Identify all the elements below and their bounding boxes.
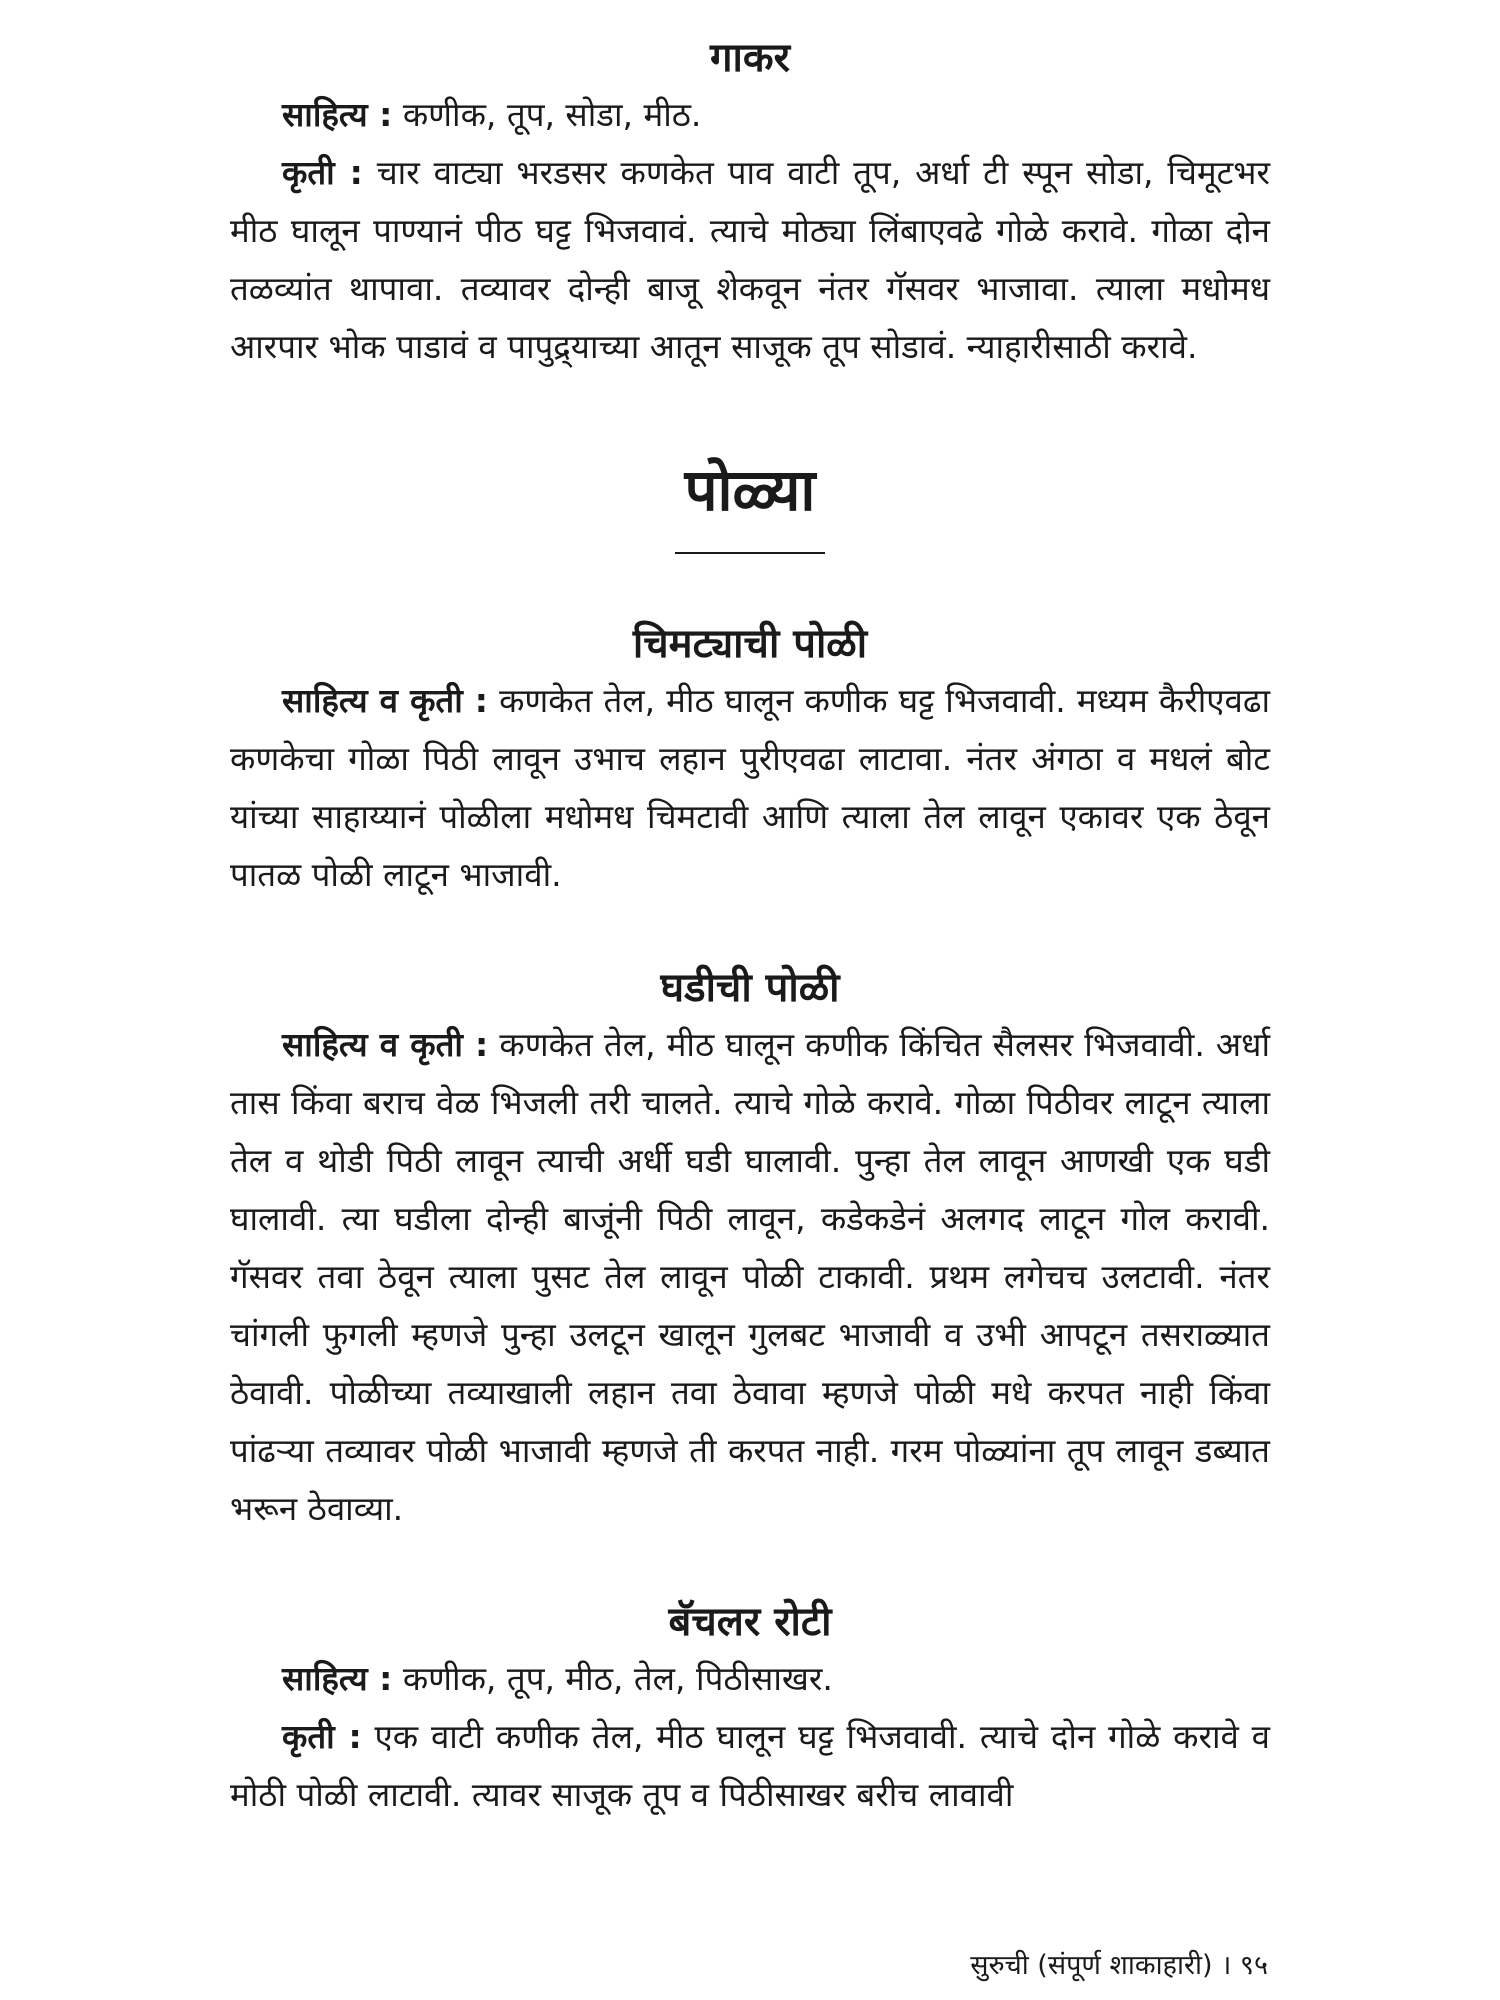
- method-label: कृती :: [282, 1717, 362, 1756]
- recipe-title-chimtyachi: चिमट्याची पोळी: [632, 621, 868, 667]
- ingredients-method-label: साहित्य व कृती :: [282, 1025, 489, 1064]
- gakar-ingredients: [230, 86, 1270, 144]
- recipe-title-ghadichi: घडीची पोळी: [660, 965, 840, 1011]
- ingredients-label: साहित्य :: [282, 95, 393, 134]
- gakar-method: [230, 144, 1270, 376]
- chimtyachi-method: [230, 672, 1270, 904]
- ingredients-text: कणीक, तूप, मीठ, तेल, पिठीसाखर.: [402, 1659, 833, 1698]
- method-text: एक वाटी कणीक तेल, मीठ घालून घट्ट भिजवावी. त्याचे दोन गोळे करावे व मोठी पोळी लाटावी. त्यावर साजूक तूप व पिठीसाखर बरीच लावावी: [230, 1717, 1271, 1814]
- section-polya: [230, 450, 1270, 554]
- section-divider: [675, 552, 825, 554]
- section-title: पोळ्या: [684, 456, 816, 524]
- bachelor-method: [230, 1708, 1270, 1824]
- bachelor-ingredients: [230, 1650, 1270, 1708]
- recipe-bachelor-roti: [230, 1594, 1270, 1824]
- recipe-title-bachelor: बॅचलर रोटी: [668, 1599, 832, 1645]
- method-text: चार वाट्या भरडसर कणकेत पाव वाटी तूप, अर्धा टी स्पून सोडा, चिमूटभर मीठ घालून पाण्यानं पीठ घट्ट भिजवावं. त्याचे मोठ्या लिंबाएवढे गोळे करावे. गोळा दोन तळव्यांत थापावा. तव्यावर दोन्ही बाजू शेकवून नंतर गॅसवर भाजावा. त्याला मधोमध आरपार भोक पाडावं व पापुद्र्याच्या आतून साजूक तूप सोडावं. न्याहारीसाठी करावे.: [230, 153, 1270, 366]
- recipe-title-gakar: गाकर: [710, 35, 790, 81]
- page-footer: सुरुची (संपूर्ण शाकाहारी) । ९५: [970, 1950, 1268, 1981]
- ingredients-label: साहित्य :: [282, 1659, 393, 1698]
- method-text: कणकेत तेल, मीठ घालून कणीक घट्ट भिजवावी. मध्यम कैरीएवढा कणकेचा गोळा पिठी लावून उभाच लहान पुरीएवढा लाटावा. नंतर अंगठा व मधलं बोट यांच्या साहाय्यानं पोळीला मधोमध चिमटावी आणि त्याला तेल लावून एकावर एक ठेवून पातळ पोळी लाटून भाजावी.: [230, 681, 1270, 894]
- ghadichi-method: [230, 1016, 1270, 1538]
- recipe-ghadichi-poli: [230, 960, 1270, 1538]
- method-label: कृती :: [282, 153, 363, 192]
- page-content: [230, 30, 1270, 1824]
- recipe-chimtyachi-poli: [230, 616, 1270, 904]
- method-text: कणकेत तेल, मीठ घालून कणीक किंचित सैलसर भिजवावी. अर्धा तास किंवा बराच वेळ भिजली तरी चालते. त्याचे गोळे करावे. गोळा पिठीवर लाटून त्याला तेल व थोडी पिठी लावून त्याची अर्धी घडी घालावी. पुन्हा तेल लावून आणखी एक घडी घालावी. त्या घडीला दोन्ही बाजूंनी पिठी लावून, कडेकडेनं अलगद लाटून गोल करावी. गॅसवर तवा ठेवून त्याला पुसट तेल लावून पोळी टाकावी. प्रथम लगेचच उलटावी. नंतर चांगली फुगली म्हणजे पुन्हा उलटून खालून गुलबट भाजावी व उभी आपटून तसराळ्यात ठेवावी. पोळीच्या तव्याखाली लहान तवा ठेवावा म्हणजे पोळी मधे करपत नाही किंवा पांढऱ्या तव्यावर पोळी भाजावी म्हणजे ती करपत नाही. गरम पोळ्यांना तूप लावून डब्यात भरून ठेवाव्या.: [230, 1025, 1270, 1528]
- ingredients-text: कणीक, तूप, सोडा, मीठ.: [402, 95, 702, 134]
- recipe-gakar: [230, 30, 1270, 376]
- ingredients-method-label: साहित्य व कृती :: [282, 681, 489, 720]
